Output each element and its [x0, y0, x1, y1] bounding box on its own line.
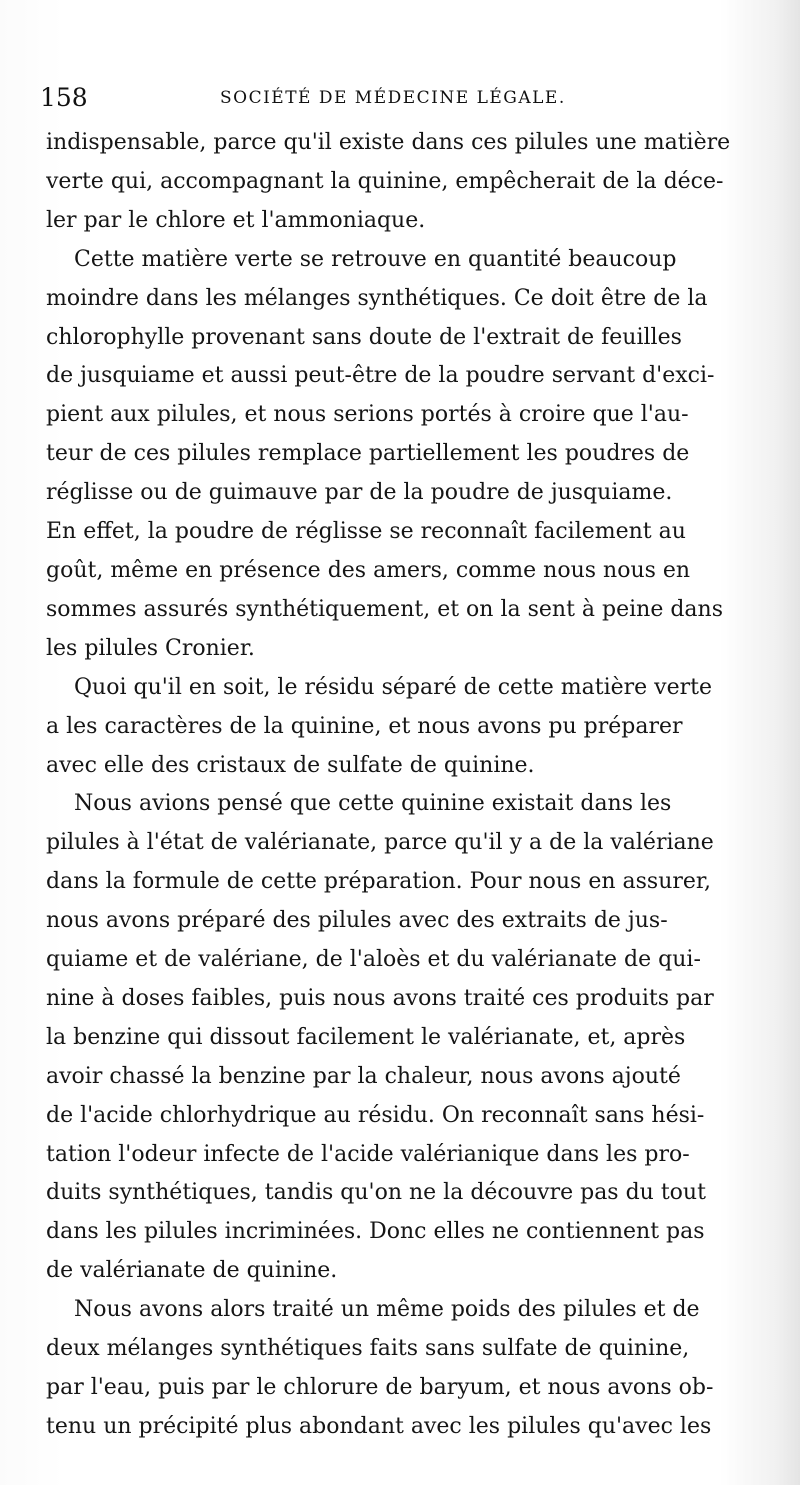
text-line: pilules à l'état de valérianate, parce qu'il y a de la valériane	[46, 830, 714, 856]
text-line: sommes assurés synthétiquement, et on la sent à peine dans	[46, 596, 723, 622]
text-line: de valérianate de quinine.	[46, 1258, 338, 1284]
text-line: dans les pilules incriminées. Donc elles ne contiennent pas	[46, 1219, 705, 1245]
text-line: Nous avons alors traité un même poids des pilules et de	[74, 1297, 700, 1323]
text-line: pient aux pilules, et nous serions portés à croire que l'au-	[46, 402, 689, 428]
paragraph	[46, 669, 768, 786]
text-line: nous avons préparé des pilules avec des extraits de jus-	[46, 908, 668, 934]
text-line: verte qui, accompagnant la quinine, empêcherait de la déce-	[46, 168, 724, 194]
paragraph	[46, 1291, 768, 1447]
text-line: de jusquiame et aussi peut-être de la poudre servant d'exci-	[46, 363, 715, 389]
text-line: quiame et de valériane, de l'aloès et du valérianate de qui-	[46, 947, 701, 973]
text-line: dans la formule de cette préparation. Pour nous en assurer,	[46, 869, 712, 895]
text-line: Quoi qu'il en soit, le résidu séparé de cette matière verte	[74, 674, 712, 700]
text-line: goût, même en présence des amers, comme nous nous en	[46, 557, 691, 583]
running-head: SOCIÉTÉ DE MÉDECINE LÉGALE.	[220, 88, 566, 108]
text-line: de l'acide chlorhydrique au résidu. On reconnaît sans hési-	[46, 1102, 705, 1128]
text-line: indispensable, parce qu'il existe dans ces pilules une matière	[46, 130, 731, 155]
text-line: Cette matière verte se retrouve en quantité beaucoup	[74, 246, 677, 272]
text-line: la benzine qui dissout facilement le valérianate, et, après	[46, 1024, 686, 1050]
paragraph	[46, 785, 768, 1291]
text-line: réglisse ou de guimauve par de la poudre de jusquiame.	[46, 480, 673, 506]
text-line: avec elle des cristaux de sulfate de quinine.	[46, 752, 535, 778]
text-line: tation l'odeur infecte de l'acide valérianique dans les pro-	[46, 1141, 690, 1167]
text-line: Nous avions pensé que cette quinine existait dans les	[74, 791, 672, 817]
text-line: nine à doses faibles, puis nous avons traité ces produits par	[46, 985, 714, 1011]
text-line: ler par le chlore et l'ammoniaque.	[46, 207, 426, 233]
text-line: teur de ces pilules remplace partiellement les poudres de	[46, 441, 690, 467]
text-line: tenu un précipité plus abondant avec les pilules qu'avec les	[46, 1413, 712, 1439]
page-header	[40, 80, 780, 116]
text-line: deux mélanges synthétiques faits sans sulfate de quinine,	[46, 1336, 690, 1362]
text-line: En effet, la poudre de réglisse se reconnaît facilement au	[46, 519, 686, 545]
paragraph	[46, 241, 768, 669]
body-text	[46, 124, 768, 1447]
text-line: a les caractères de la quinine, et nous avons pu préparer	[46, 713, 683, 739]
paragraph	[46, 124, 768, 241]
text-line: les pilules Cronier.	[46, 635, 255, 661]
text-line: moindre dans les mélanges synthétiques. Ce doit être de la	[46, 285, 708, 311]
text-line: avoir chassé la benzine par la chaleur, nous avons ajouté	[46, 1063, 681, 1089]
text-line: chlorophylle provenant sans doute de l'extrait de feuilles	[46, 324, 682, 350]
text-line: duits synthétiques, tandis qu'on ne la découvre pas du tout	[46, 1180, 706, 1206]
page-number: 158	[40, 83, 88, 112]
text-line: par l'eau, puis par le chlorure de baryum, et nous avons ob-	[46, 1375, 714, 1400]
